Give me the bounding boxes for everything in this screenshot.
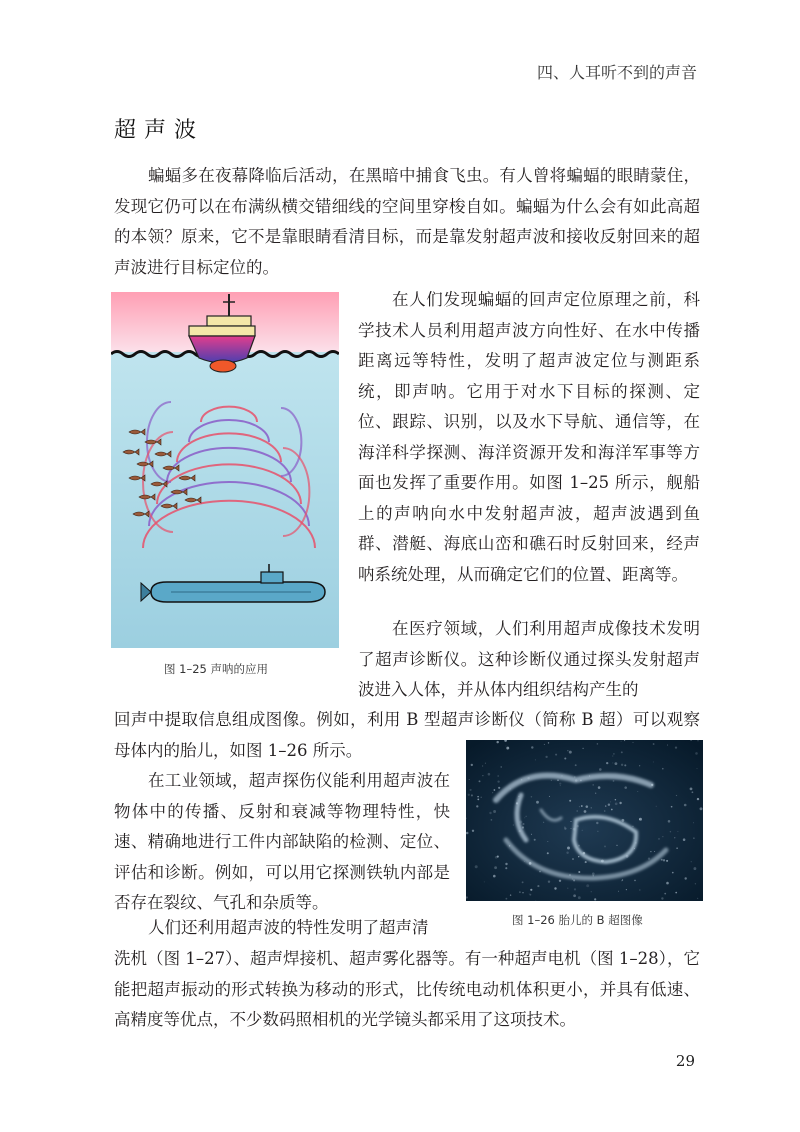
sonar-illustration	[111, 292, 339, 648]
paragraph-medical-end: 回声中提取信息组成图像。例如，利用 B 型超声诊断仪（简称 B 超）可以观察母体内的胎儿，如图 1–26 所示。	[114, 710, 700, 760]
paragraph-bats: 蝙蝠多在夜幕降临后活动，在黑暗中捕食飞虫。有人曾将蝙蝠的眼睛蒙住，发现它仍可以在布满纵横交错细线的空间里穿梭自如。蝙蝠为什么会有如此高超的本领？原来，它不是靠眼睛看清目标，而是靠发射超声波和接收反射回来的超声波进行目标定位的。	[114, 166, 700, 277]
figure-caption-sonar: 图 1–25 声呐的应用	[164, 662, 269, 676]
page-number: 29	[675, 1052, 695, 1070]
running-header: 四、人耳听不到的声音	[536, 63, 697, 82]
section-title: 超声波	[114, 118, 205, 143]
paragraph-other-start: 人们还利用超声波的特性发明了超声清	[148, 918, 429, 937]
figure-caption-ultrasound: 图 1–26 胎儿的 B 超图像	[512, 913, 643, 927]
ultrasound-image	[466, 740, 703, 901]
paragraph-other-end: 洗机（图 1–27）、超声焊接机、超声雾化器等。有一种超声电机（图 1–28），它能把超声振动的形式转换为移动的形式，比传统电动机体积更小，并具有低速、高精度等优点，不少数码照相机的光学镜头都采用了这项技术。	[114, 949, 700, 1029]
paragraph-medical-start: 在医疗领域，人们利用超声成像技术发明了超声诊断仪。这种诊断仪通过探头发射超声波进入人体，并从体内组织结构产生的	[358, 619, 700, 699]
paragraph-industry: 在工业领域，超声探伤仪能利用超声波在物体中的传播、反射和衰减等物理特性，快速、精确地进行工件内部缺陷的检测、定位、评估和诊断。例如，可以用它探测铁轨内部是否存在裂纹、气孔和杂质等。	[114, 771, 450, 912]
paragraph-sonar: 在人们发现蝙蝠的回声定位原理之前，科学技术人员利用超声波方向性好、在水中传播距离远等特性，发明了超声波定位与测距系统，即声呐。它用于对水下目标的探测、定位、跟踪、识别，以及水下导航、通信等，在海洋科学探测、海洋资源开发和海洋军事等方面也发挥了重要作用。如图 1–25 所示，舰船上的声呐向水中发射超声波，超声波遇到鱼群、潜艇、海底山峦和礁石时反射回来，经声呐系统处理，从而确定它们的位置、距离等。	[358, 290, 700, 584]
